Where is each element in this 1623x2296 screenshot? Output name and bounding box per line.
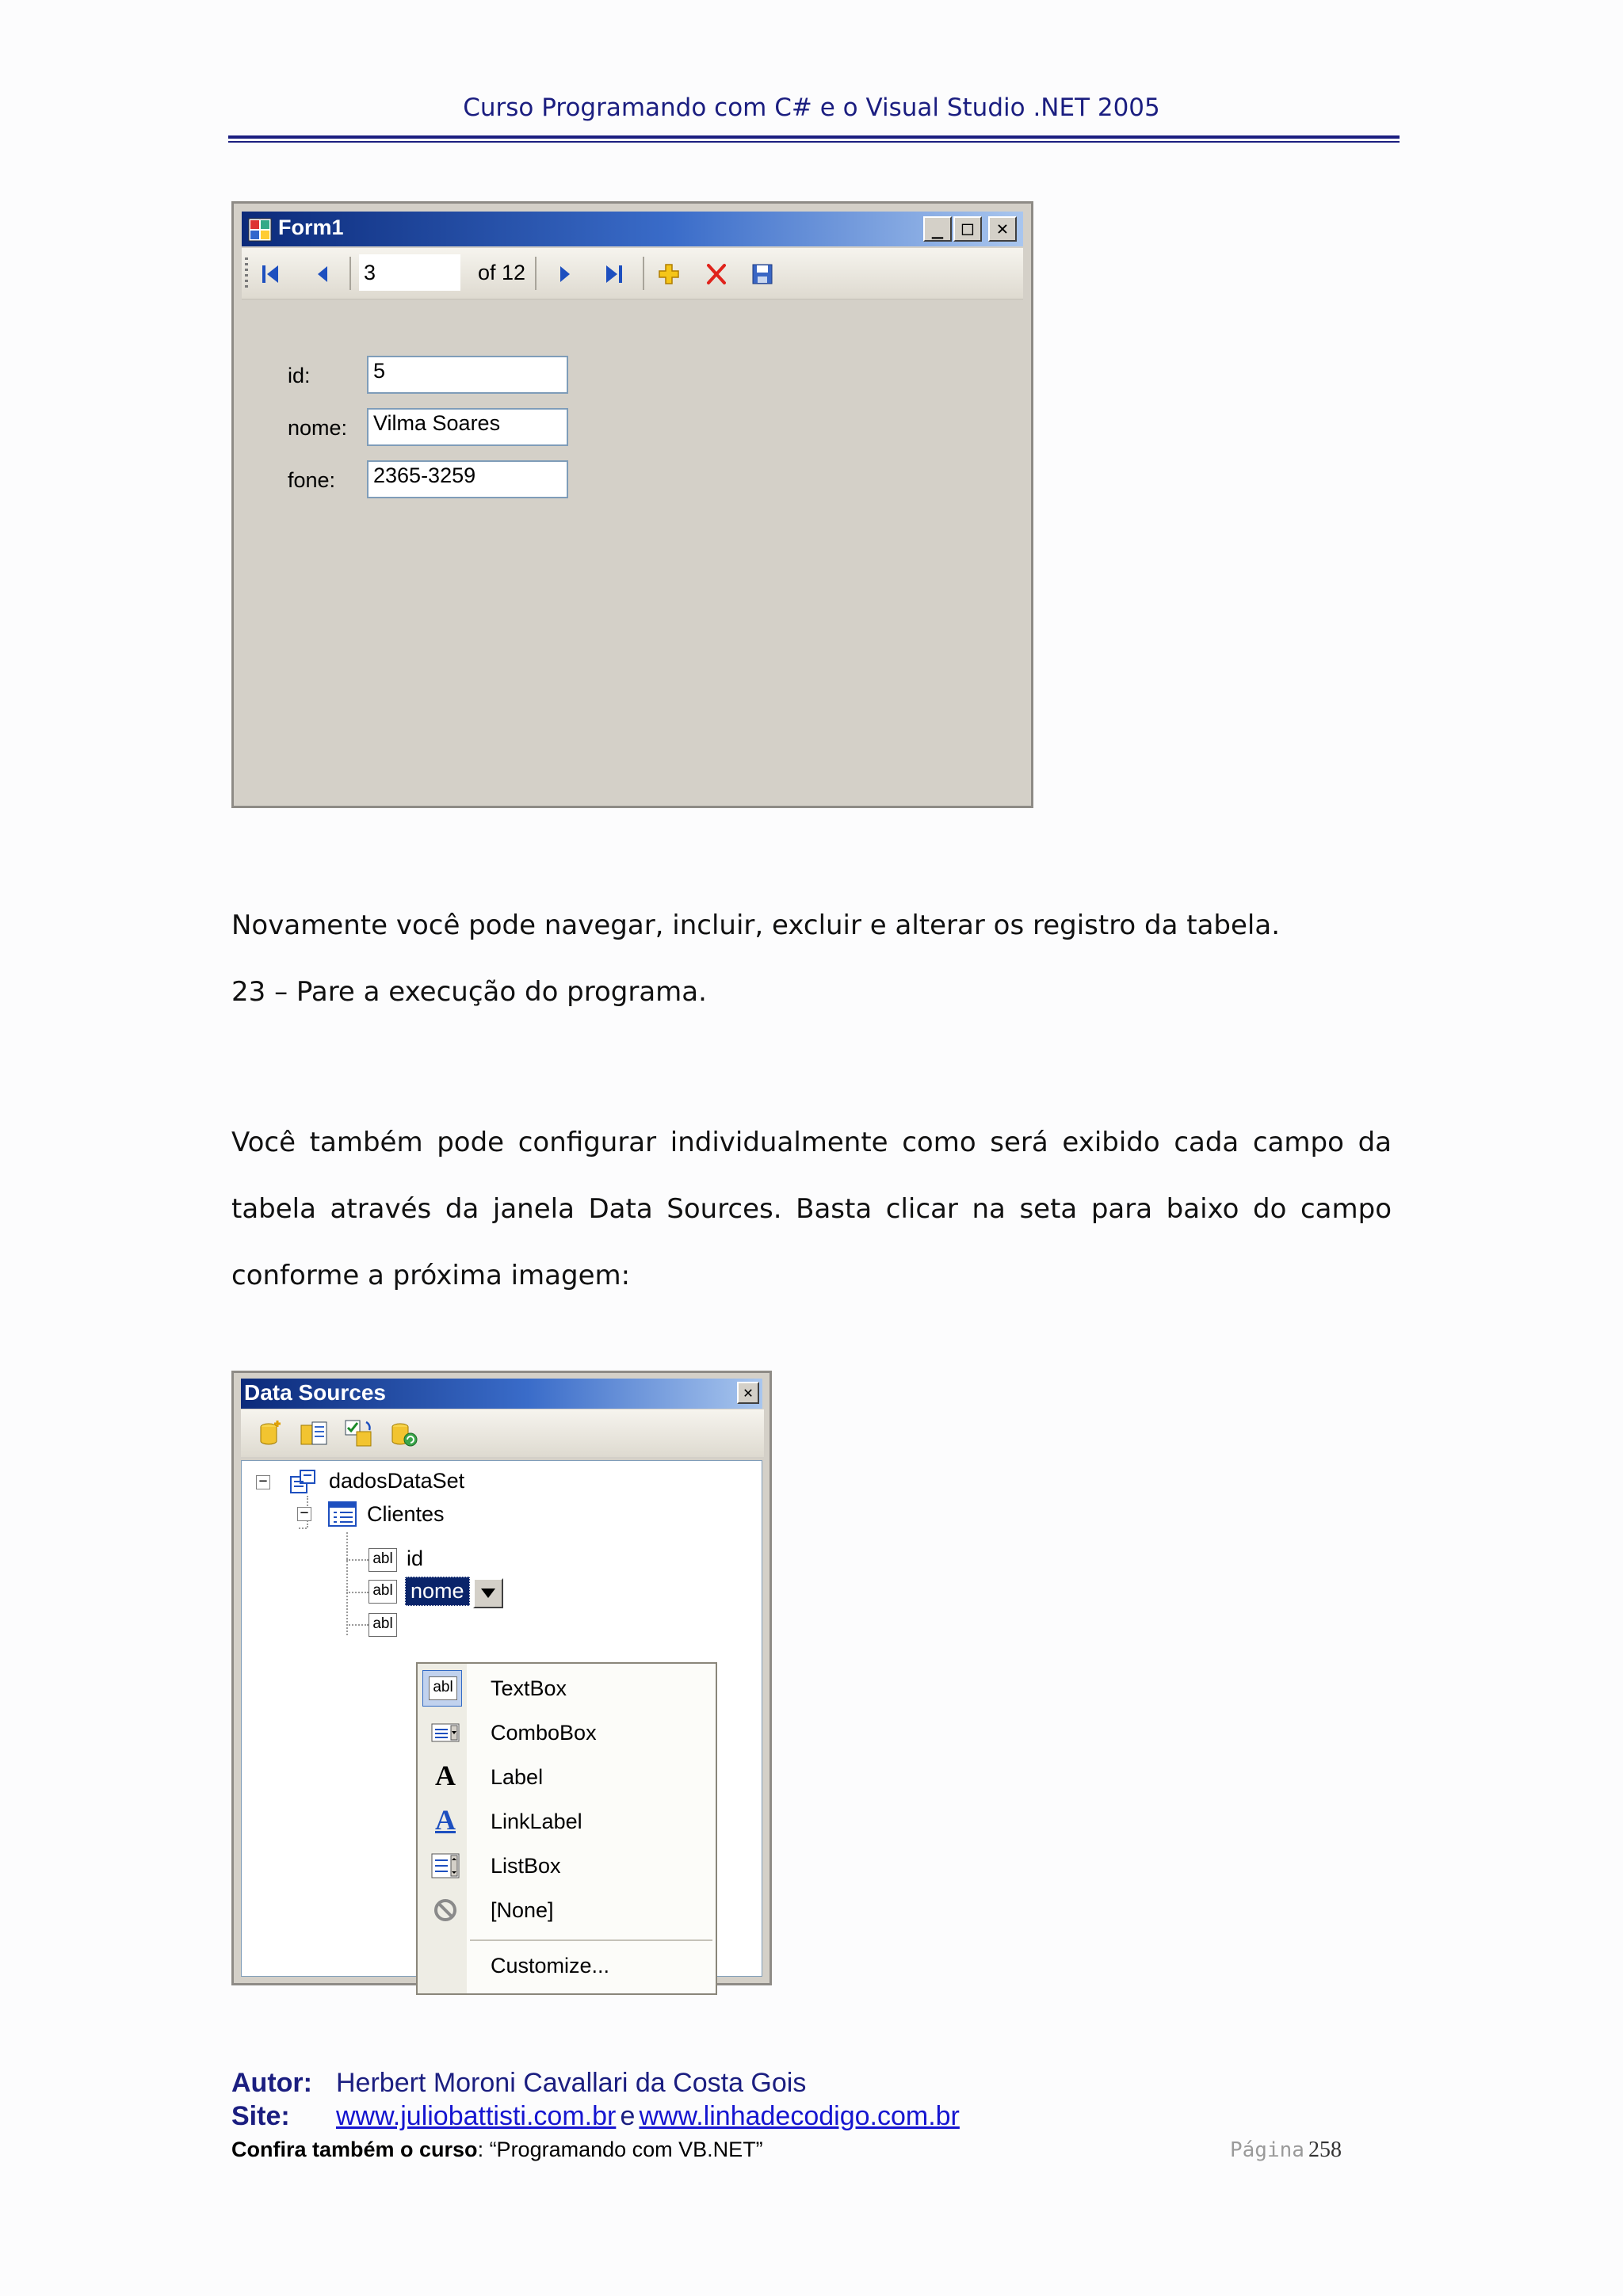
header-rule — [228, 135, 1400, 139]
column-id-icon: abl — [369, 1548, 397, 1572]
move-previous-icon[interactable] — [310, 262, 337, 286]
data-sources-title: Data Sources — [244, 1380, 386, 1405]
dataset-node-label[interactable]: dadosDataSet — [329, 1469, 465, 1493]
dataset-expander[interactable]: − — [256, 1475, 270, 1489]
move-first-icon[interactable] — [258, 262, 285, 286]
menu-item-none[interactable] — [421, 1890, 714, 1930]
data-sources-window — [231, 1371, 772, 1985]
site-link-juliobattisti[interactable]: www.juliobattisti.com.br — [336, 2101, 617, 2131]
column-fone-icon: abl — [369, 1613, 397, 1637]
paragraph-data-sources — [231, 1109, 1392, 1309]
footer-also-bold: Confira também o curso — [231, 2138, 478, 2161]
delete-icon[interactable] — [703, 262, 730, 286]
linklabel-icon: A — [435, 1804, 456, 1836]
dataset-icon — [289, 1469, 318, 1496]
move-next-icon[interactable] — [551, 262, 578, 286]
configure-dataset-icon[interactable] — [342, 1417, 376, 1449]
move-last-icon[interactable] — [600, 262, 627, 286]
fone-label: fone: — [288, 468, 336, 492]
form-app-icon — [248, 218, 272, 242]
menu-separator — [470, 1939, 712, 1941]
data-sources-toolbar — [241, 1409, 764, 1457]
form1-window — [231, 201, 1033, 808]
fone-textbox[interactable]: 2365-3259 — [367, 460, 568, 498]
paragraph-line: Você também pode configurar individualmente como será exibido cada campo da — [231, 1127, 1392, 1158]
tree-connector — [346, 1559, 369, 1561]
footer-site-label: Site: — [231, 2101, 290, 2131]
column-id-label[interactable]: id — [407, 1547, 424, 1570]
site-conjunction: e — [620, 2101, 636, 2131]
menu-item-label: ComboBox — [491, 1721, 597, 1745]
save-icon[interactable] — [749, 262, 776, 286]
table-icon — [327, 1501, 357, 1527]
refresh-data-source-icon[interactable] — [388, 1419, 420, 1449]
toolbar-separator — [349, 257, 351, 290]
menu-item-label: Label — [491, 1765, 544, 1789]
step-23: 23 – Pare a execução do programa. — [231, 976, 707, 1008]
listbox-icon — [430, 1851, 460, 1881]
toolbar-separator — [535, 257, 537, 290]
none-icon — [430, 1895, 460, 1925]
tree-connector — [346, 1624, 369, 1626]
footer-also-course: : “Programando com VB.NET” — [477, 2138, 763, 2161]
menu-item-listbox[interactable] — [421, 1846, 714, 1886]
menu-item-label: TextBox — [491, 1676, 567, 1700]
paragraph-line: conforme a próxima imagem: — [231, 1260, 631, 1291]
paragraph-line: tabela através da janela Data Sources. Basta clicar na seta para baixo do campo — [231, 1193, 1392, 1225]
textbox-icon: abl — [429, 1676, 457, 1700]
site-link-linhadecodigo[interactable]: www.linhadecodigo.com.br — [639, 2101, 960, 2131]
menu-item-label: Customize... — [491, 1954, 610, 1978]
label-icon: A — [435, 1760, 456, 1791]
tree-connector — [299, 1527, 307, 1529]
data-sources-tree — [241, 1460, 762, 1977]
menu-item-customize[interactable] — [421, 1946, 714, 1985]
footer-sites — [336, 2101, 960, 2132]
column-nome-label-selected[interactable]: nome — [405, 1577, 470, 1606]
tree-connector — [346, 1592, 369, 1593]
menu-item-combobox[interactable] — [421, 1713, 714, 1753]
table-node-label[interactable]: Clientes — [367, 1502, 445, 1526]
page-header-title: Curso Programando com C# e o Visual Studio .NET 2005 — [463, 93, 1160, 122]
menu-item-textbox[interactable] — [421, 1669, 714, 1708]
footer-author-label: Autor: — [231, 2068, 312, 2098]
close-button[interactable]: ✕ — [988, 216, 1017, 242]
menu-item-label-control[interactable] — [421, 1757, 714, 1797]
tree-connector — [346, 1532, 348, 1635]
nome-label: nome: — [288, 416, 348, 440]
table-expander[interactable]: − — [297, 1507, 311, 1521]
page-label: Página — [1230, 2138, 1304, 2162]
footer-also — [231, 2138, 763, 2162]
control-type-menu — [416, 1662, 717, 1995]
menu-item-label: ListBox — [491, 1854, 561, 1878]
page-number: 258 — [1308, 2138, 1342, 2162]
count-label: of 12 — [478, 261, 526, 284]
paragraph-navigation: Novamente você pode navegar, incluir, excluir e alterar os registro da tabela. — [231, 910, 1281, 941]
close-icon[interactable]: ✕ — [737, 1382, 759, 1404]
id-textbox[interactable]: 5 — [367, 356, 568, 394]
data-sources-titlebar — [241, 1379, 762, 1409]
add-data-source-icon[interactable] — [255, 1419, 285, 1449]
binding-navigator — [242, 248, 1023, 299]
id-label: id: — [288, 364, 311, 387]
header-rule-thin — [228, 141, 1400, 143]
position-input[interactable] — [359, 254, 460, 291]
combobox-icon — [430, 1718, 460, 1748]
footer-author: Herbert Moroni Cavallari da Costa Gois — [336, 2068, 807, 2098]
column-dropdown-button[interactable] — [473, 1578, 503, 1608]
maximize-button[interactable]: □ — [953, 216, 982, 242]
toolbar-separator — [643, 257, 644, 290]
form1-titlebar — [242, 212, 1023, 246]
menu-item-label: [None] — [491, 1898, 554, 1922]
minimize-button[interactable]: _ — [923, 216, 952, 242]
menu-item-label: LinkLabel — [491, 1810, 582, 1833]
column-nome-icon: abl — [369, 1580, 397, 1604]
page-number-block — [1230, 2138, 1342, 2163]
menu-item-linklabel[interactable] — [421, 1802, 714, 1841]
add-new-icon[interactable] — [655, 262, 682, 286]
edit-dataset-icon[interactable] — [298, 1419, 330, 1449]
form1-title: Form1 — [278, 215, 344, 239]
nome-textbox[interactable]: Vilma Soares — [367, 408, 568, 446]
toolbar-grip[interactable] — [245, 257, 248, 289]
chevron-down-icon — [481, 1589, 495, 1598]
